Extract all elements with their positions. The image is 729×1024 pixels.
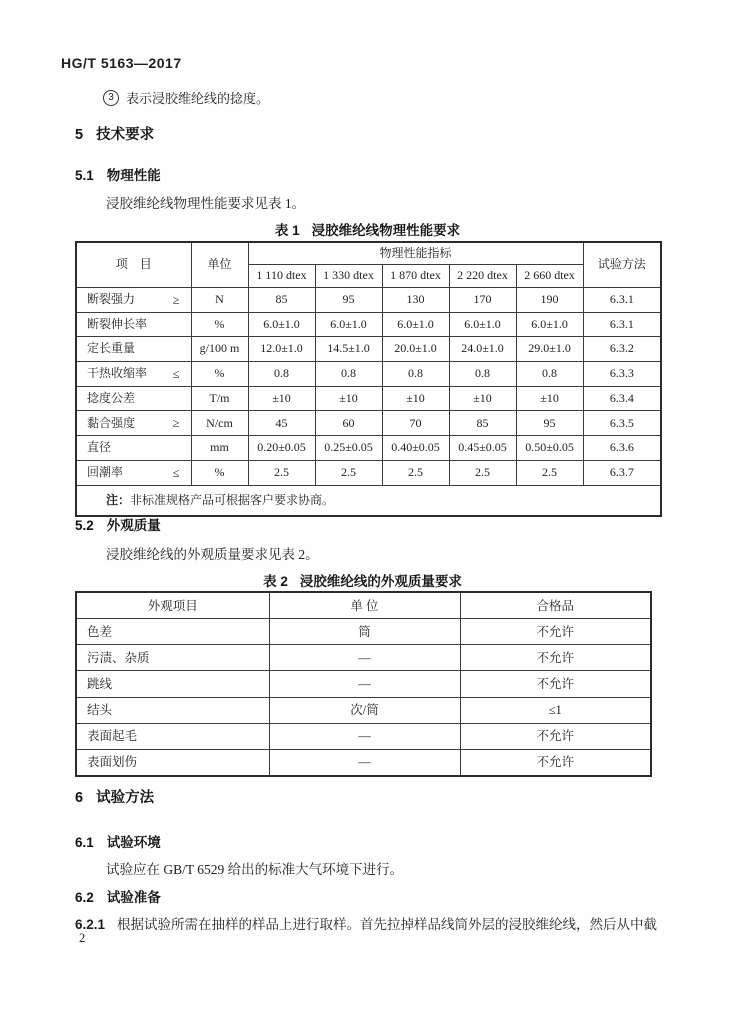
table-header-row xyxy=(76,242,661,265)
note-label: 注： xyxy=(106,492,131,507)
property-name: 直径 xyxy=(87,440,112,455)
value-cell: ±10 xyxy=(449,386,516,410)
col-header-item: 项 目 xyxy=(76,242,191,287)
table-2-caption-label: 表 2 xyxy=(263,574,288,589)
appearance-item: 结头 xyxy=(76,697,269,723)
property-name: 定长重量 xyxy=(87,341,136,356)
section-title: 技术要求 xyxy=(96,127,155,143)
col-header-unit: 单 位 xyxy=(269,592,460,619)
method-cell: 6.3.7 xyxy=(583,460,661,485)
table-1-caption xyxy=(75,219,660,239)
section-5-2-heading xyxy=(75,514,161,534)
method-cell: 6.3.6 xyxy=(583,436,661,460)
section-title: 物理性能 xyxy=(106,168,161,183)
qualifier-symbol: ≥ xyxy=(172,416,180,431)
value-cell: 170 xyxy=(449,287,516,312)
value-cell: 85 xyxy=(248,287,315,312)
table-row xyxy=(76,361,661,386)
value-cell: 70 xyxy=(382,411,449,436)
unit-cell: T/m xyxy=(191,386,248,410)
value-cell: 2.5 xyxy=(315,460,382,485)
method-cell: 6.3.5 xyxy=(583,411,661,436)
value-cell: 95 xyxy=(315,287,382,312)
unit-cell: 次/筒 xyxy=(269,697,460,723)
section-5-1-heading xyxy=(75,164,161,184)
table-row xyxy=(76,337,661,361)
grade-cell: 不允许 xyxy=(460,749,651,776)
paragraph-6-1: 试验应在 GB/T 6529 给出的标准大气环境下进行。 xyxy=(106,862,404,877)
value-cell: 60 xyxy=(315,411,382,436)
section-number: 6 xyxy=(75,790,84,806)
method-cell: 6.3.3 xyxy=(583,361,661,386)
spec-header: 1 110 dtex xyxy=(248,265,315,287)
value-cell: 0.8 xyxy=(315,361,382,386)
table-row xyxy=(76,312,661,336)
paragraph-text: 根据试验所需在抽样的样品上进行取样。首先拉掉样品线筒外层的浸胶维纶线，然后从中截 xyxy=(117,917,658,932)
grade-cell: 不允许 xyxy=(460,645,651,671)
standard-number: HG/T 5163—2017 xyxy=(61,55,182,71)
value-cell: 0.8 xyxy=(382,361,449,386)
property-name: 回潮率 xyxy=(87,465,124,480)
value-cell: 6.0±1.0 xyxy=(449,312,516,336)
value-cell: 0.8 xyxy=(449,361,516,386)
col-header-method: 试验方法 xyxy=(583,242,661,287)
unit-cell: % xyxy=(191,460,248,485)
method-cell: 6.3.1 xyxy=(583,287,661,312)
spec-header: 1 330 dtex xyxy=(315,265,382,287)
section-number: 6.1 xyxy=(75,835,94,850)
value-cell: 130 xyxy=(382,287,449,312)
note-text: 非标准规格产品可根据客户要求协商。 xyxy=(130,492,335,507)
property-name: 捻度公差 xyxy=(87,390,136,405)
value-cell: 2.5 xyxy=(382,460,449,485)
value-cell: 0.50±0.05 xyxy=(516,436,583,460)
property-name: 断裂伸长率 xyxy=(87,316,148,331)
section-number: 5.1 xyxy=(75,168,94,183)
col-header-grade: 合格品 xyxy=(460,592,651,619)
appearance-quality-table xyxy=(75,591,652,777)
unit-cell: % xyxy=(191,312,248,336)
col-header-item: 外观项目 xyxy=(76,592,269,619)
value-cell: 0.45±0.05 xyxy=(449,436,516,460)
value-cell: ±10 xyxy=(382,386,449,410)
section-title: 外观质量 xyxy=(106,518,161,533)
value-cell: 85 xyxy=(449,411,516,436)
section-title: 试验方法 xyxy=(96,790,155,806)
qualifier-symbol: ≥ xyxy=(172,292,180,307)
appearance-item: 表面划伤 xyxy=(76,749,269,776)
section-6-2-heading xyxy=(75,886,161,906)
table-note-row xyxy=(76,485,661,516)
value-cell: ±10 xyxy=(248,386,315,410)
table-row xyxy=(76,411,661,436)
value-cell: 6.0±1.0 xyxy=(382,312,449,336)
value-cell: 6.0±1.0 xyxy=(248,312,315,336)
section-5-heading xyxy=(75,123,154,144)
value-cell: 29.0±1.0 xyxy=(516,337,583,361)
section-title: 试验准备 xyxy=(106,890,161,905)
table-row xyxy=(76,619,651,645)
qualifier-symbol: ≤ xyxy=(172,465,180,480)
value-cell: 12.0±1.0 xyxy=(248,337,315,361)
value-cell: 6.0±1.0 xyxy=(315,312,382,336)
qualifier-symbol: ≤ xyxy=(172,366,180,381)
table-row xyxy=(76,749,651,776)
table-row xyxy=(76,436,661,460)
unit-cell: N/cm xyxy=(191,411,248,436)
value-cell: 0.40±0.05 xyxy=(382,436,449,460)
section-title: 试验环境 xyxy=(106,835,161,850)
value-cell: 190 xyxy=(516,287,583,312)
property-name: 断裂强力 xyxy=(87,292,136,307)
appearance-item: 跳线 xyxy=(76,671,269,697)
appearance-item: 色差 xyxy=(76,619,269,645)
table-row xyxy=(76,645,651,671)
appearance-item: 表面起毛 xyxy=(76,723,269,749)
unit-cell: 筒 xyxy=(269,619,460,645)
value-cell: 0.20±0.05 xyxy=(248,436,315,460)
appearance-item: 污渍、杂质 xyxy=(76,645,269,671)
section-number: 5.2 xyxy=(75,518,94,533)
spec-header: 1 870 dtex xyxy=(382,265,449,287)
value-cell: 0.8 xyxy=(516,361,583,386)
value-cell: 0.25±0.05 xyxy=(315,436,382,460)
unit-cell: — xyxy=(269,671,460,697)
unit-cell: g/100 m xyxy=(191,337,248,361)
section-6-1-heading xyxy=(75,831,161,851)
page-number: 2 xyxy=(79,931,86,945)
value-cell: ±10 xyxy=(315,386,382,410)
value-cell: 45 xyxy=(248,411,315,436)
table-1-caption-text: 浸胶维纶线物理性能要求 xyxy=(311,223,461,238)
value-cell: 6.0±1.0 xyxy=(516,312,583,336)
table-1-caption-label: 表 1 xyxy=(274,223,300,238)
unit-cell: — xyxy=(269,749,460,776)
paragraph-5-2: 浸胶维纶线的外观质量要求见表 2。 xyxy=(106,547,319,562)
unit-cell: — xyxy=(269,645,460,671)
table-row xyxy=(76,460,661,485)
section-number: 5 xyxy=(75,127,84,143)
section-6-heading xyxy=(75,786,154,807)
table-row xyxy=(76,386,661,410)
paragraph-number: 6.2.1 xyxy=(75,917,106,932)
unit-cell: — xyxy=(269,723,460,749)
col-header-group: 物理性能指标 xyxy=(248,242,583,265)
circled-3-icon: 3 xyxy=(103,90,119,106)
table-2-caption-text: 浸胶维纶线的外观质量要求 xyxy=(299,574,462,589)
paragraph-6-2-1 xyxy=(75,913,657,933)
table-row xyxy=(76,697,651,723)
grade-cell: 不允许 xyxy=(460,671,651,697)
value-cell: 24.0±1.0 xyxy=(449,337,516,361)
method-cell: 6.3.2 xyxy=(583,337,661,361)
spec-header: 2 220 dtex xyxy=(449,265,516,287)
paragraph-5-1: 浸胶维纶线物理性能要求见表 1。 xyxy=(106,196,306,211)
value-cell: 14.5±1.0 xyxy=(315,337,382,361)
section-number: 6.2 xyxy=(75,890,94,905)
value-cell: ±10 xyxy=(516,386,583,410)
value-cell: 2.5 xyxy=(449,460,516,485)
value-cell: 2.5 xyxy=(248,460,315,485)
table-2-caption xyxy=(75,570,650,590)
table-row xyxy=(76,671,651,697)
unit-cell: mm xyxy=(191,436,248,460)
unit-cell: % xyxy=(191,361,248,386)
method-cell: 6.3.4 xyxy=(583,386,661,410)
table-header-row xyxy=(76,592,651,619)
col-header-unit: 单位 xyxy=(191,242,248,287)
physical-properties-table xyxy=(75,241,662,517)
value-cell: 20.0±1.0 xyxy=(382,337,449,361)
table-row xyxy=(76,287,661,312)
property-name: 干热收缩率 xyxy=(87,366,148,381)
grade-cell: 不允许 xyxy=(460,723,651,749)
footnote-text: 表示浸胶维纶线的捻度。 xyxy=(126,91,270,106)
value-cell: 95 xyxy=(516,411,583,436)
value-cell: 2.5 xyxy=(516,460,583,485)
spec-header: 2 660 dtex xyxy=(516,265,583,287)
grade-cell: 不允许 xyxy=(460,619,651,645)
method-cell: 6.3.1 xyxy=(583,312,661,336)
footnote-line xyxy=(103,88,269,107)
grade-cell: ≤1 xyxy=(460,697,651,723)
property-name: 黏合强度 xyxy=(87,415,136,430)
table-row xyxy=(76,723,651,749)
unit-cell: N xyxy=(191,287,248,312)
value-cell: 0.8 xyxy=(248,361,315,386)
